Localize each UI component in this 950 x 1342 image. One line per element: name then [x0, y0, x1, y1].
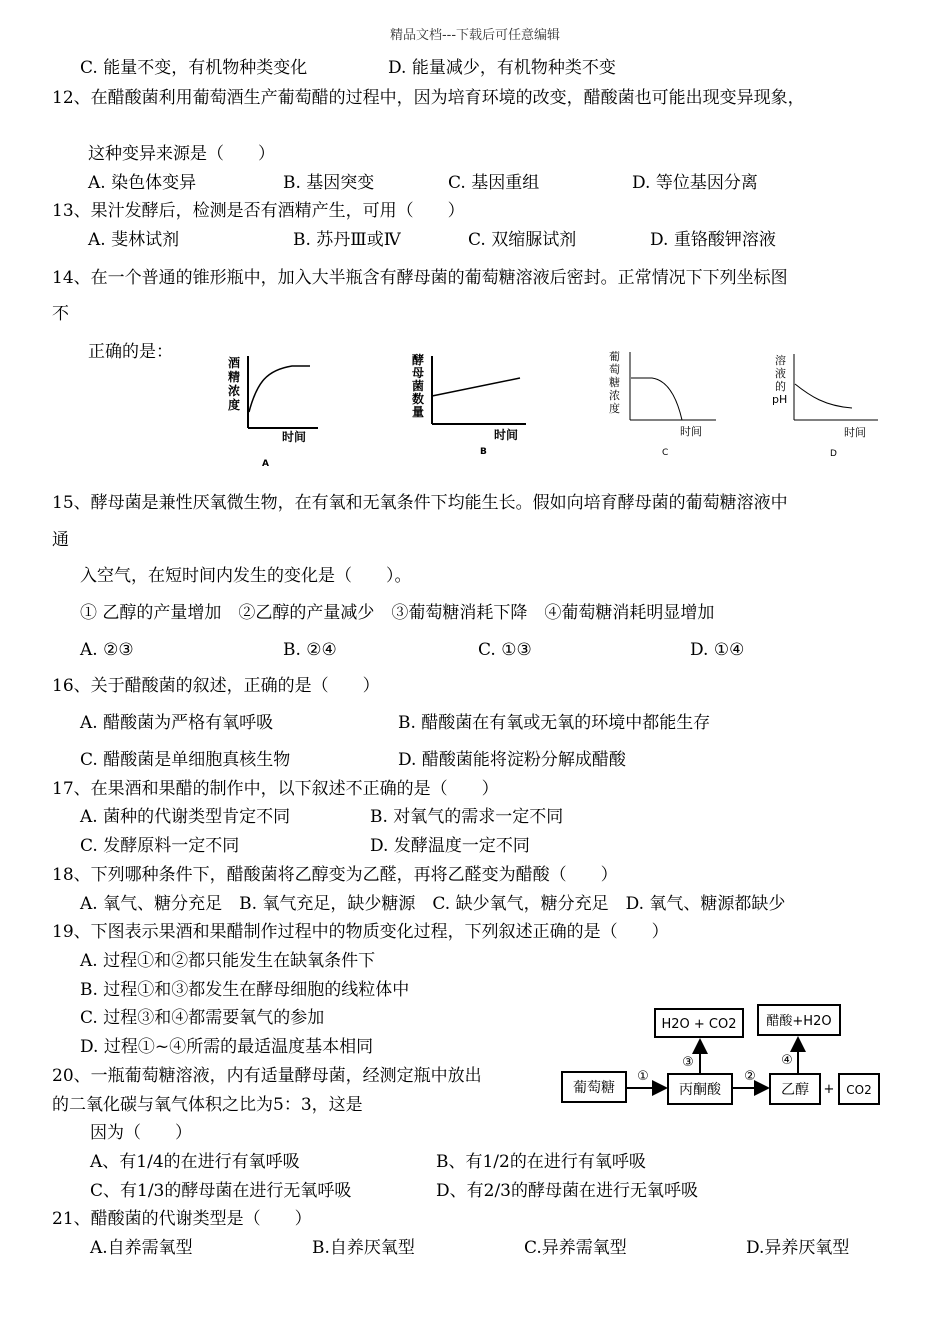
box-glucose-label: 葡萄糖	[573, 1080, 615, 1096]
graph-c-ylabel-0: 葡	[609, 350, 620, 363]
graph-a-ylabel-2: 浓	[228, 384, 241, 398]
q21-option-a: A.自养需氧型	[90, 1238, 193, 1258]
step-1-label: ①	[637, 1069, 649, 1084]
q21-option-c: C.异养需氧型	[524, 1238, 627, 1258]
q15-statements: ① 乙醇的产量增加 ②乙醇的产量减少 ③葡萄糖消耗下降 ④葡萄糖消耗明显增加	[80, 603, 715, 623]
q16-stem: 16、关于醋酸菌的叙述，正确的是（ ）	[52, 676, 380, 696]
q13-option-b: B. 苏丹Ⅲ或Ⅳ	[293, 230, 401, 250]
q15-option-b: B. ②④	[283, 640, 337, 660]
plus-sign: +	[823, 1082, 835, 1097]
graph-b-ylabel-2: 菌	[412, 379, 425, 393]
q13-option-d: D. 重铬酸钾溶液	[650, 230, 776, 250]
q13-option-a: A. 斐林试剂	[88, 230, 180, 250]
graph-b-ylabel-0: 酵	[412, 353, 425, 367]
graph-c-xlabel: 时间	[680, 425, 702, 438]
q19-option-c: C. 过程③和④都需要氧气的参加	[80, 1008, 325, 1028]
step-4-label: ④	[781, 1053, 793, 1068]
graph-c-ylabel-3: 浓	[609, 389, 620, 402]
graph-d-xlabel: 时间	[844, 426, 866, 439]
graph-a-ylabel-3: 度	[228, 398, 241, 412]
q15-stem-wrap: 通	[52, 530, 69, 550]
step-2-label: ②	[744, 1069, 756, 1084]
q19-option-a: A. 过程①和②都只能发生在缺氧条件下	[80, 951, 376, 971]
q18-stem: 18、下列哪种条件下，醋酸菌将乙醇变为乙醛，再将乙醛变为醋酸（ ）	[52, 865, 618, 885]
q15-option-c: C. ①③	[478, 640, 532, 660]
graph-c-ylabel-2: 糖	[609, 376, 620, 389]
q16-option-a: A. 醋酸菌为严格有氧呼吸	[80, 713, 274, 733]
q15-stem-cont: 入空气，在短时间内发生的变化是（ ）。	[80, 566, 412, 586]
graph-d-tag: D	[830, 449, 837, 459]
q21-option-d: D.异养厌氧型	[746, 1238, 850, 1258]
q20-option-c: C、有1/3的酵母菌在进行无氧呼吸	[90, 1181, 352, 1201]
q20-stem-cont: 的二氧化碳与氧气体积之比为5：3，这是	[52, 1095, 363, 1115]
q14-stem-wrap: 不	[52, 304, 69, 324]
q14-stem: 14、在一个普通的锥形瓶中，加入大半瓶含有酵母菌的葡萄糖溶液后密封。正常情况下下列坐标图	[52, 268, 788, 288]
q21-option-b: B.自养厌氧型	[312, 1238, 415, 1258]
q17-stem: 17、在果酒和果醋的制作中，以下叙述不正确的是（ ）	[52, 779, 499, 799]
q14-stem-cont: 正确的是：	[88, 342, 173, 362]
q20-option-a: A、有1/4的在进行有氧呼吸	[90, 1152, 300, 1172]
graph-d-ylabel-0: 溶	[775, 354, 786, 367]
q15-option-a: A. ②③	[80, 640, 134, 660]
q11-option-c: C. 能量不变，有机物种类变化	[80, 58, 308, 78]
q11-option-d: D. 能量减少，有机物种类不变	[388, 58, 616, 78]
graph-c-tag: C	[662, 448, 669, 458]
graph-b-ylabel-4: 量	[412, 405, 425, 419]
q16-option-d: D. 醋酸菌能将淀粉分解成醋酸	[398, 750, 626, 770]
q17-option-b: B. 对氧气的需求一定不同	[370, 807, 564, 827]
q13-option-c: C. 双缩脲试剂	[468, 230, 577, 250]
q17-option-d: D. 发酵温度一定不同	[370, 836, 530, 856]
q19-stem: 19、下图表示果酒和果醋制作过程中的物质变化过程，下列叙述正确的是（ ）	[52, 922, 669, 942]
graph-c-curve	[631, 378, 682, 420]
graph-b-ylabel-3: 数	[412, 392, 425, 406]
q20-stem-cont2: 因为（ ）	[90, 1123, 192, 1143]
graph-a-tag: A	[262, 459, 269, 469]
q19-process-diagram	[558, 1000, 894, 1112]
q14-graph-d	[770, 352, 882, 462]
graph-a-ylabel-0: 酒	[228, 356, 241, 370]
q21-stem: 21、醋酸菌的代谢类型是（ ）	[52, 1209, 312, 1229]
q12-option-d: D. 等位基因分离	[632, 173, 758, 193]
q15-stem: 15、酵母菌是兼性厌氧微生物，在有氧和无氧条件下均能生长。假如向培育酵母菌的葡萄糖溶液中	[52, 493, 788, 513]
graph-d-ylabel-3: pH	[772, 393, 788, 406]
box-h2o-co2-label: H2O + CO2	[661, 1017, 737, 1032]
step-3-label: ③	[682, 1055, 694, 1070]
q14-graph-c	[604, 348, 724, 462]
q14-graph-b	[408, 352, 532, 462]
q13-stem: 13、果汁发酵后，检测是否有酒精产生，可用（ ）	[52, 201, 465, 221]
q15-option-d: D. ①④	[690, 640, 745, 660]
q12-stem-cont: 这种变异来源是（ ）	[88, 144, 275, 164]
q12-option-c: C. 基因重组	[448, 173, 540, 193]
box-pyruvate-label: 丙酮酸	[679, 1082, 721, 1098]
graph-d-ylabel-1: 液	[775, 367, 786, 380]
q16-option-c: C. 醋酸菌是单细胞真核生物	[80, 750, 291, 770]
graph-b-tag: B	[480, 447, 487, 457]
box-acetic-h2o-label: 醋酸+H2O	[766, 1014, 832, 1029]
graph-a-ylabel-1: 精	[228, 370, 241, 384]
graph-b-line	[432, 378, 520, 396]
q12-option-a: A. 染色体变异	[88, 173, 197, 193]
q20-option-b: B、有1/2的在进行有氧呼吸	[436, 1152, 646, 1172]
graph-c-ylabel-4: 度	[609, 402, 620, 415]
q16-option-b: B. 醋酸菌在有氧或无氧的环境中都能生存	[398, 713, 711, 733]
graph-c-ylabel-1: 萄	[609, 363, 620, 376]
q20-stem: 20、一瓶葡萄糖溶液，内有适量酵母菌，经测定瓶中放出	[52, 1066, 482, 1086]
q12-option-b: B. 基因突变	[283, 173, 375, 193]
graph-d-curve	[795, 384, 852, 408]
graph-a-xlabel: 时间	[282, 430, 307, 444]
q20-option-d: D、有2/3的酵母菌在进行无氧呼吸	[436, 1181, 698, 1201]
q12-stem: 12、在醋酸菌利用葡萄酒生产葡萄醋的过程中，因为培育环境的改变，醋酸菌也可能出现变异现象，	[52, 88, 805, 108]
q17-option-c: C. 发酵原料一定不同	[80, 836, 240, 856]
q18-options: A. 氧气、糖分充足 B. 氧气充足，缺少糖源 C. 缺少氧气，糖分充足 D. 氧气、糖源都缺少	[80, 894, 786, 914]
graph-b-xlabel: 时间	[494, 428, 519, 442]
graph-b-ylabel-1: 母	[412, 366, 425, 380]
q19-option-d: D. 过程①~④所需的最适温度基本相同	[80, 1037, 374, 1057]
q17-option-a: A. 菌种的代谢类型肯定不同	[80, 807, 291, 827]
page-header: 精品文档---下载后可任意编辑	[389, 28, 561, 43]
box-co2-label: CO2	[846, 1083, 872, 1097]
graph-d-ylabel-2: 的	[775, 380, 786, 393]
graph-a-curve	[249, 366, 310, 412]
box-ethanol-label: 乙醇	[781, 1082, 809, 1098]
q19-option-b: B. 过程①和③都发生在酵母细胞的线粒体中	[80, 980, 410, 1000]
q14-graph-a	[222, 352, 322, 470]
